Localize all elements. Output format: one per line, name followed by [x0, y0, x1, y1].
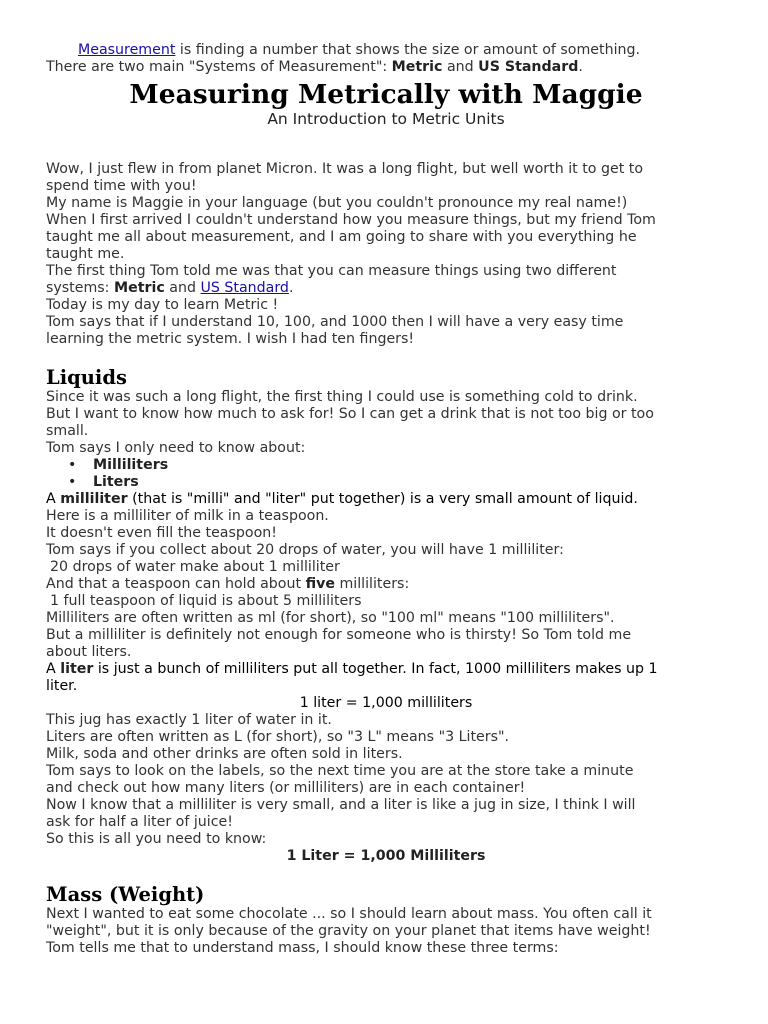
liquids-line: So this is all you need to know: [46, 831, 267, 847]
liter-rest: is just a bunch of milliliters put all together. In fact, 1000 milliliters makes up 1 [93, 661, 658, 677]
bullet-icon: • [68, 474, 77, 490]
liter-equation: 1 liter = 1,000 milliliters [299, 695, 473, 711]
opening-line: spend time with you! [46, 178, 197, 194]
section-heading-liquids: Liquids [46, 366, 127, 389]
liquids-line: small. [46, 423, 89, 439]
systems-metric: Metric [113, 280, 165, 296]
liter-definition [46, 661, 726, 678]
liquids-line: It doesn't even fill the teaspoon! [46, 525, 277, 541]
liquids-line: Since it was such a long flight, the first thing I could use is something cold to drink. [46, 389, 638, 405]
drops-caption: 20 drops of water make about 1 milliliter [50, 559, 340, 575]
us-standard-link[interactable]: US Standard [200, 280, 289, 296]
liter-summary-equation: 1 Liter = 1,000 Milliliters [286, 848, 486, 864]
opening-line: My name is Maggie in your language (but you couldn't pronounce my real name!) [46, 195, 628, 211]
page-title: Measuring Metrically with Maggie [129, 79, 643, 110]
teaspoon-five: five [305, 576, 335, 592]
intro-metric: Metric [391, 59, 443, 75]
bullet-icon: • [68, 457, 77, 473]
intro-systems-text: There are two main "Systems of Measurement": [46, 59, 392, 75]
opening-line: When I first arrived I couldn't understand how you measure things, but my friend Tom [46, 212, 656, 228]
measurement-link[interactable]: Measurement [78, 42, 176, 58]
intro-us-standard: US Standard [478, 59, 579, 75]
opening-line: The first thing Tom told me was that you can measure things using two different [46, 263, 617, 279]
mass-line: "weight", but it is only because of the gravity on your planet that items have weight! [46, 923, 651, 939]
list-item [68, 474, 726, 491]
list-item [68, 457, 726, 474]
document-page [46, 42, 726, 957]
ml-word: milliliter [60, 491, 128, 507]
ml-a: A [46, 491, 61, 507]
liquids-line: But a milliliter is definitely not enough for someone who is thirsty! So Tom told me [46, 627, 632, 643]
liquids-line: Tom says to look on the labels, so the next time you are at the store take a minute [46, 763, 634, 779]
liquids-line: ask for half a liter of juice! [46, 814, 233, 830]
intro-period: . [578, 59, 583, 75]
intro-systems [46, 59, 726, 76]
teaspoon-prefix: And that a teaspoon can hold about [46, 576, 306, 592]
liquids-line: about liters. [46, 644, 132, 660]
intro-and: and [442, 59, 479, 75]
liter-definition-cont: liter. [46, 678, 78, 694]
liquids-line: This jug has exactly 1 liter of water in it. [46, 712, 332, 728]
term-milliliters: Milliliters [93, 457, 169, 473]
liter-a: A [46, 661, 61, 677]
liquids-line: Tom says if you collect about 20 drops of water, you will have 1 milliliter: [46, 542, 564, 558]
opening-line: taught me all about measurement, and I am going to share with you everything he [46, 229, 637, 245]
opening-line: Wow, I just flew in from planet Micron. It was a long flight, but well worth it to get to [46, 161, 644, 177]
page-subtitle: An Introduction to Metric Units [267, 110, 505, 128]
teaspoon-suffix: milliliters: [334, 576, 410, 592]
liquids-line: Liters are often written as L (for short), so "3 L" means "3 Liters". [46, 729, 510, 745]
systems-and: and [164, 280, 201, 296]
teaspoon-line [46, 576, 726, 593]
liquid-terms-list [46, 457, 726, 491]
liquids-line: Milliliters are often written as ml (for short), so "100 ml" means "100 milliliters". [46, 610, 615, 626]
opening-systems-line [46, 280, 726, 297]
liter-word: liter [60, 661, 94, 677]
section-heading-mass: Mass (Weight) [46, 883, 205, 906]
liquids-line: Here is a milliliter of milk in a teaspoon. [46, 508, 329, 524]
systems-text: systems: [46, 280, 114, 296]
milliliter-definition [46, 491, 726, 508]
mass-line: Tom tells me that to understand mass, I should know these three terms: [46, 940, 559, 956]
ml-rest: (that is "milli" and "liter" put together) is a very small amount of liquid. [127, 491, 638, 507]
systems-period: . [288, 280, 294, 296]
opening-line: taught me. [46, 246, 125, 262]
liquids-line: But I want to know how much to ask for! So I can get a drink that is not too big or too [46, 406, 654, 422]
opening-line: Today is my day to learn Metric ! [46, 297, 279, 313]
intro-definition [46, 42, 726, 59]
term-liters: Liters [93, 474, 139, 490]
intro-definition-text: is finding a number that shows the size or amount of something. [175, 42, 641, 58]
liquids-line: and check out how many liters (or milliliters) are in each container! [46, 780, 526, 796]
liquids-line: Now I know that a milliliter is very small, and a liter is like a jug in size, I think I will [46, 797, 636, 813]
opening-line: Tom says that if I understand 10, 100, and 1000 then I will have a very easy time [46, 314, 624, 330]
opening-line: learning the metric system. I wish I had ten fingers! [46, 331, 415, 347]
liquids-line: Milk, soda and other drinks are often sold in liters. [46, 746, 403, 762]
teaspoon-caption: 1 full teaspoon of liquid is about 5 milliliters [50, 593, 362, 609]
mass-line: Next I wanted to eat some chocolate ... so I should learn about mass. You often call it [46, 906, 652, 922]
liquids-line: Tom says I only need to know about: [46, 440, 306, 456]
